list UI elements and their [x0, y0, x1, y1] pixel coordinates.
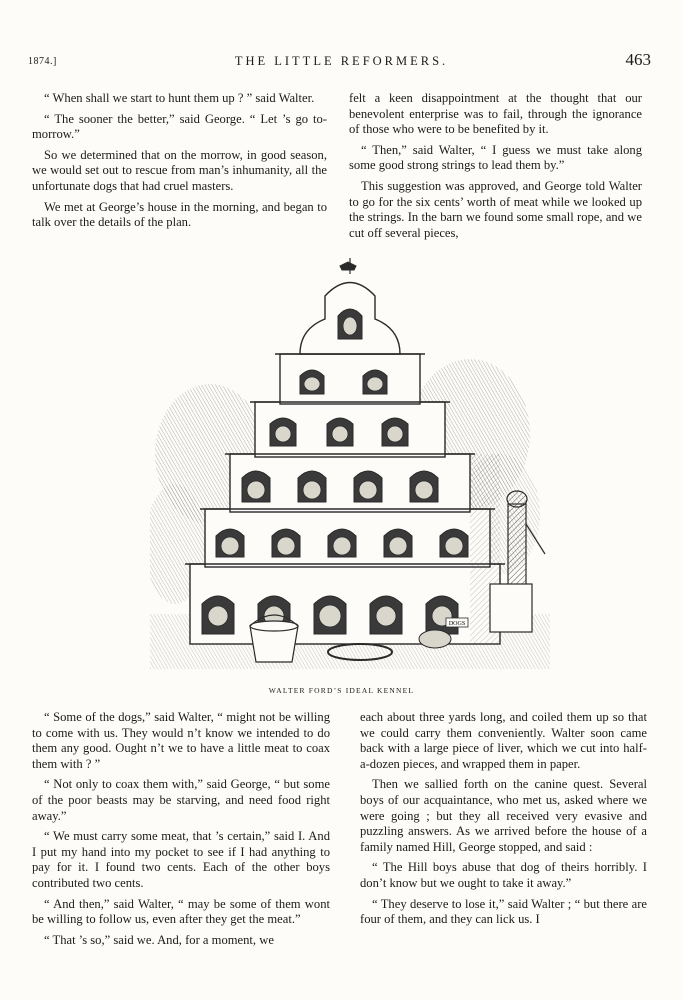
paragraph: “ Some of the dogs,” said Walter, “ might not be willing to come with us. They would n’t know we intended to do them any good. Ought n’t we to have a little meat to coax them with ? ”	[32, 710, 330, 771]
paragraph: “ We must carry some meat, that ’s certain,” said I. And I put my hand into my pocket to see if I had anything to pay for it. I found two cents. Each of the other boys contributed two cents.	[32, 829, 330, 890]
paragraph: “ When shall we start to hunt them up ? ” said Walter.	[44, 91, 315, 105]
header-year: 1874.]	[28, 56, 57, 67]
paragraph: “ That ’s so,” said we. And, for a moment, we	[44, 932, 274, 947]
weathervane	[340, 258, 356, 274]
paragraph: “ Then,” said Walter, “ I guess we must take along some good strong strings to lead them by.”	[349, 142, 642, 173]
paragraph: “ The sooner the better,” said George. “ Let ’s go to-morrow.”	[32, 111, 327, 142]
column-top-right	[349, 91, 642, 246]
header-title: THE LITTLE REFORMERS.	[234, 54, 449, 68]
paragraph: This suggestion was approved, and George told Walter to go for the six cents’ worth of meat while we looked up the strings. In the barn we found some small rope, and we cut off several pieces,	[349, 178, 642, 240]
paragraph: “ And then,” said Walter, “ may be some of them wont be willing to follow us, even after they get the meat.”	[32, 896, 330, 927]
running-header	[28, 50, 655, 74]
kennel-engraving	[150, 254, 550, 674]
paragraph: Then we sallied forth on the canine quest. Several boys of our acquaintance, who met us, asked where we were going ; but they all received very evasive and puzzling answers. As we arrived before the house of a family named Hill, George stopped, and said :	[360, 777, 647, 854]
column-bottom-right	[360, 710, 647, 933]
paragraph: “ The Hill boys abuse that dog of theirs horribly. I don’t know but we ought to take it away.”	[360, 860, 647, 890]
kennel-illustration	[150, 254, 550, 674]
paragraph: So we determined that on the morrow, in good season, we would set out to rescue from man’s inhumanity, all the unfortunate dogs that had cruel masters.	[32, 147, 327, 193]
paragraph: We met at George’s house in the morning, and began to talk over the details of the plan.	[32, 199, 327, 230]
paragraph: “ Not only to coax them with,” said George, “ but some of the poor beasts may be starving, and need food right away.”	[32, 777, 330, 823]
column-bottom-left	[32, 710, 330, 953]
paragraph: each about three yards long, and coiled them up so that we could carry them conveniently. Walter soon came back with a large piece of liver, which we cut into half-a-dozen pieces, and wrapped them in paper.	[360, 710, 647, 771]
bucket	[250, 615, 298, 662]
dog-sign-text: DOGS	[448, 621, 466, 627]
paragraph: “ They deserve to lose it,” said Walter ; “ but there are four of them, and they can lick us. I	[360, 896, 647, 927]
page-number: 463	[625, 50, 651, 69]
column-top-left	[32, 91, 327, 236]
paragraph: felt a keen disappointment at the thought that our benevolent enterprise was to fail, through the ignorance of those who were to be benefited by it.	[349, 91, 642, 137]
figure-caption: WALTER FORD’S IDEAL KENNEL	[268, 686, 415, 695]
